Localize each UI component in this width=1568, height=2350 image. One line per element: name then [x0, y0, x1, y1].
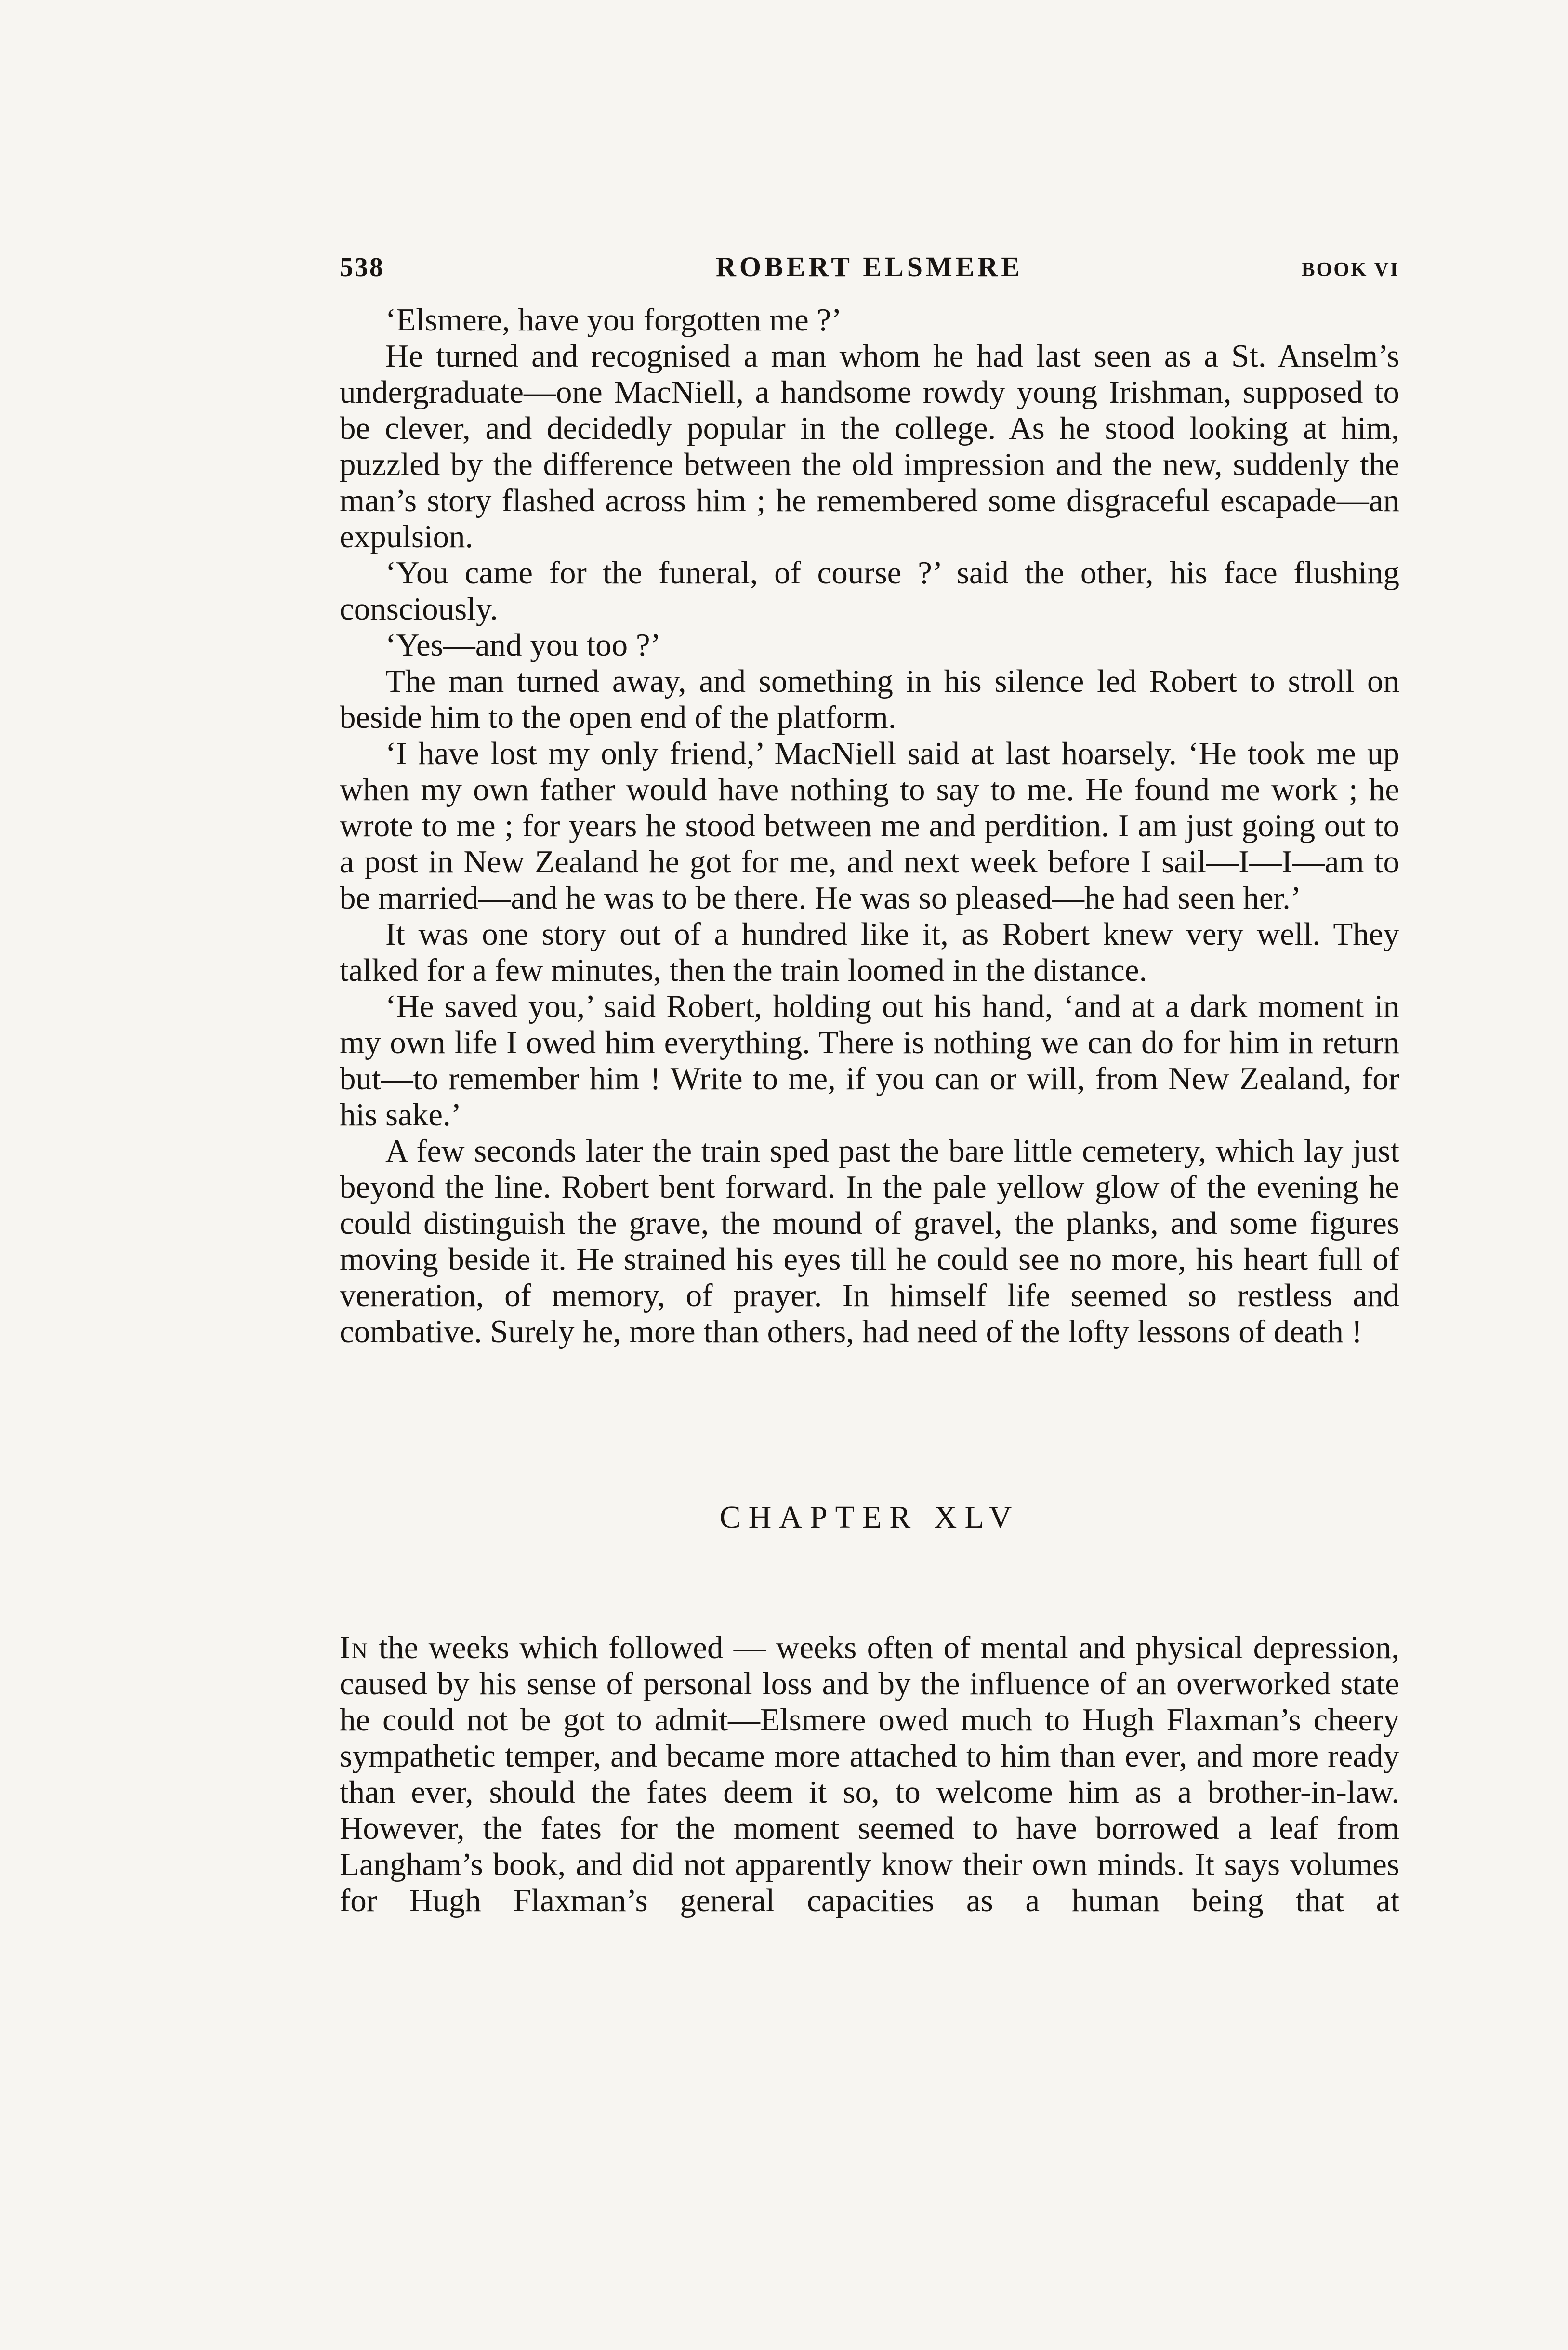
- paragraph: A few seconds later the train sped past the bare little cemetery, which lay just beyond the line. Robert bent forward. In the pale yellow glow of the evening he could distinguish the grave, the mound of gravel, the planks, and some figures moving beside it. He strained his eyes till he could see no more, his heart full of veneration, of memory, of prayer. In himself life seemed so restless and combative. Surely he, more than others, had need of the lofty lessons of death !: [340, 1133, 1399, 1349]
- chapter-opening-text: the weeks which followed — weeks often of mental and physical depression, caused by his sense of personal loss and by the influence of an overworked state he could not be got to admit—Elsmere owed much to Hugh Flaxman’s cheery sympathetic temper, and became more attached to him than ever, and more ready than ever, should the fates deem it so, to welcome him as a brother-in-law. However, the fates for the moment seemed to have borrowed a leaf from Langham’s book, and did not apparently know their own minds. It says volumes for Hugh Flaxman’s general capacities as a human being that at: [340, 1630, 1399, 1918]
- paragraph: ‘Elsmere, have you forgotten me ?’: [385, 302, 842, 338]
- paragraph: The man turned away, and something in his silence led Robert to stroll on beside him to the open end of the platform.: [340, 663, 1399, 735]
- paragraph: He turned and recognised a man whom he had last seen as a St. Anselm’s undergraduate—one MacNiell, a handsome rowdy young Irishman, supposed to be clever, and decidedly popular in the college. As he stood looking at him, puzzled by the difference between the old impression and the new, suddenly the man’s story flashed across him ; he remembered some disgraceful escapade—an expulsion.: [340, 338, 1399, 554]
- paragraph: ‘Yes—and you too ?’: [385, 627, 661, 663]
- page-number: 538: [340, 252, 384, 282]
- chapter-opening-paragraph: [340, 1630, 1399, 1919]
- chapter-paragraphs: [340, 1630, 1399, 1919]
- chapter-heading: CHAPTER XLV: [719, 1500, 1020, 1535]
- running-title: ROBERT ELSMERE: [716, 251, 1023, 282]
- text-block: [340, 251, 1399, 1919]
- paragraph: It was one story out of a hundred like it, as Robert knew very well. They talked for a few minutes, then the train loomed in the distance.: [340, 916, 1399, 988]
- book-label: BOOK VI: [1301, 259, 1399, 281]
- paragraph: ‘He saved you,’ said Robert, holding out his hand, ‘and at a dark moment in my own life I owed him everything. There is nothing we can do for him in return but—to remember him ! Write to me, if you can or will, from New Zealand, for his sake.’: [340, 989, 1399, 1133]
- chapter-lead-word: In: [340, 1630, 369, 1665]
- body-paragraphs: [340, 302, 1399, 1350]
- paragraph: ‘I have lost my only friend,’ MacNiell said at last hoarsely. ‘He took me up when my own father would have nothing to say to me. He found me work ; he wrote to me ; for years he stood between me and perdition. I am just going out to a post in New Zealand he got for me, and next week before I sail—I—I—am to be married—and he was to be there. He was so pleased—he had seen her.’: [340, 736, 1399, 916]
- page-header: [340, 251, 1399, 283]
- paragraph: ‘You came for the funeral, of course ?’ said the other, his face flushing consciously.: [340, 555, 1399, 627]
